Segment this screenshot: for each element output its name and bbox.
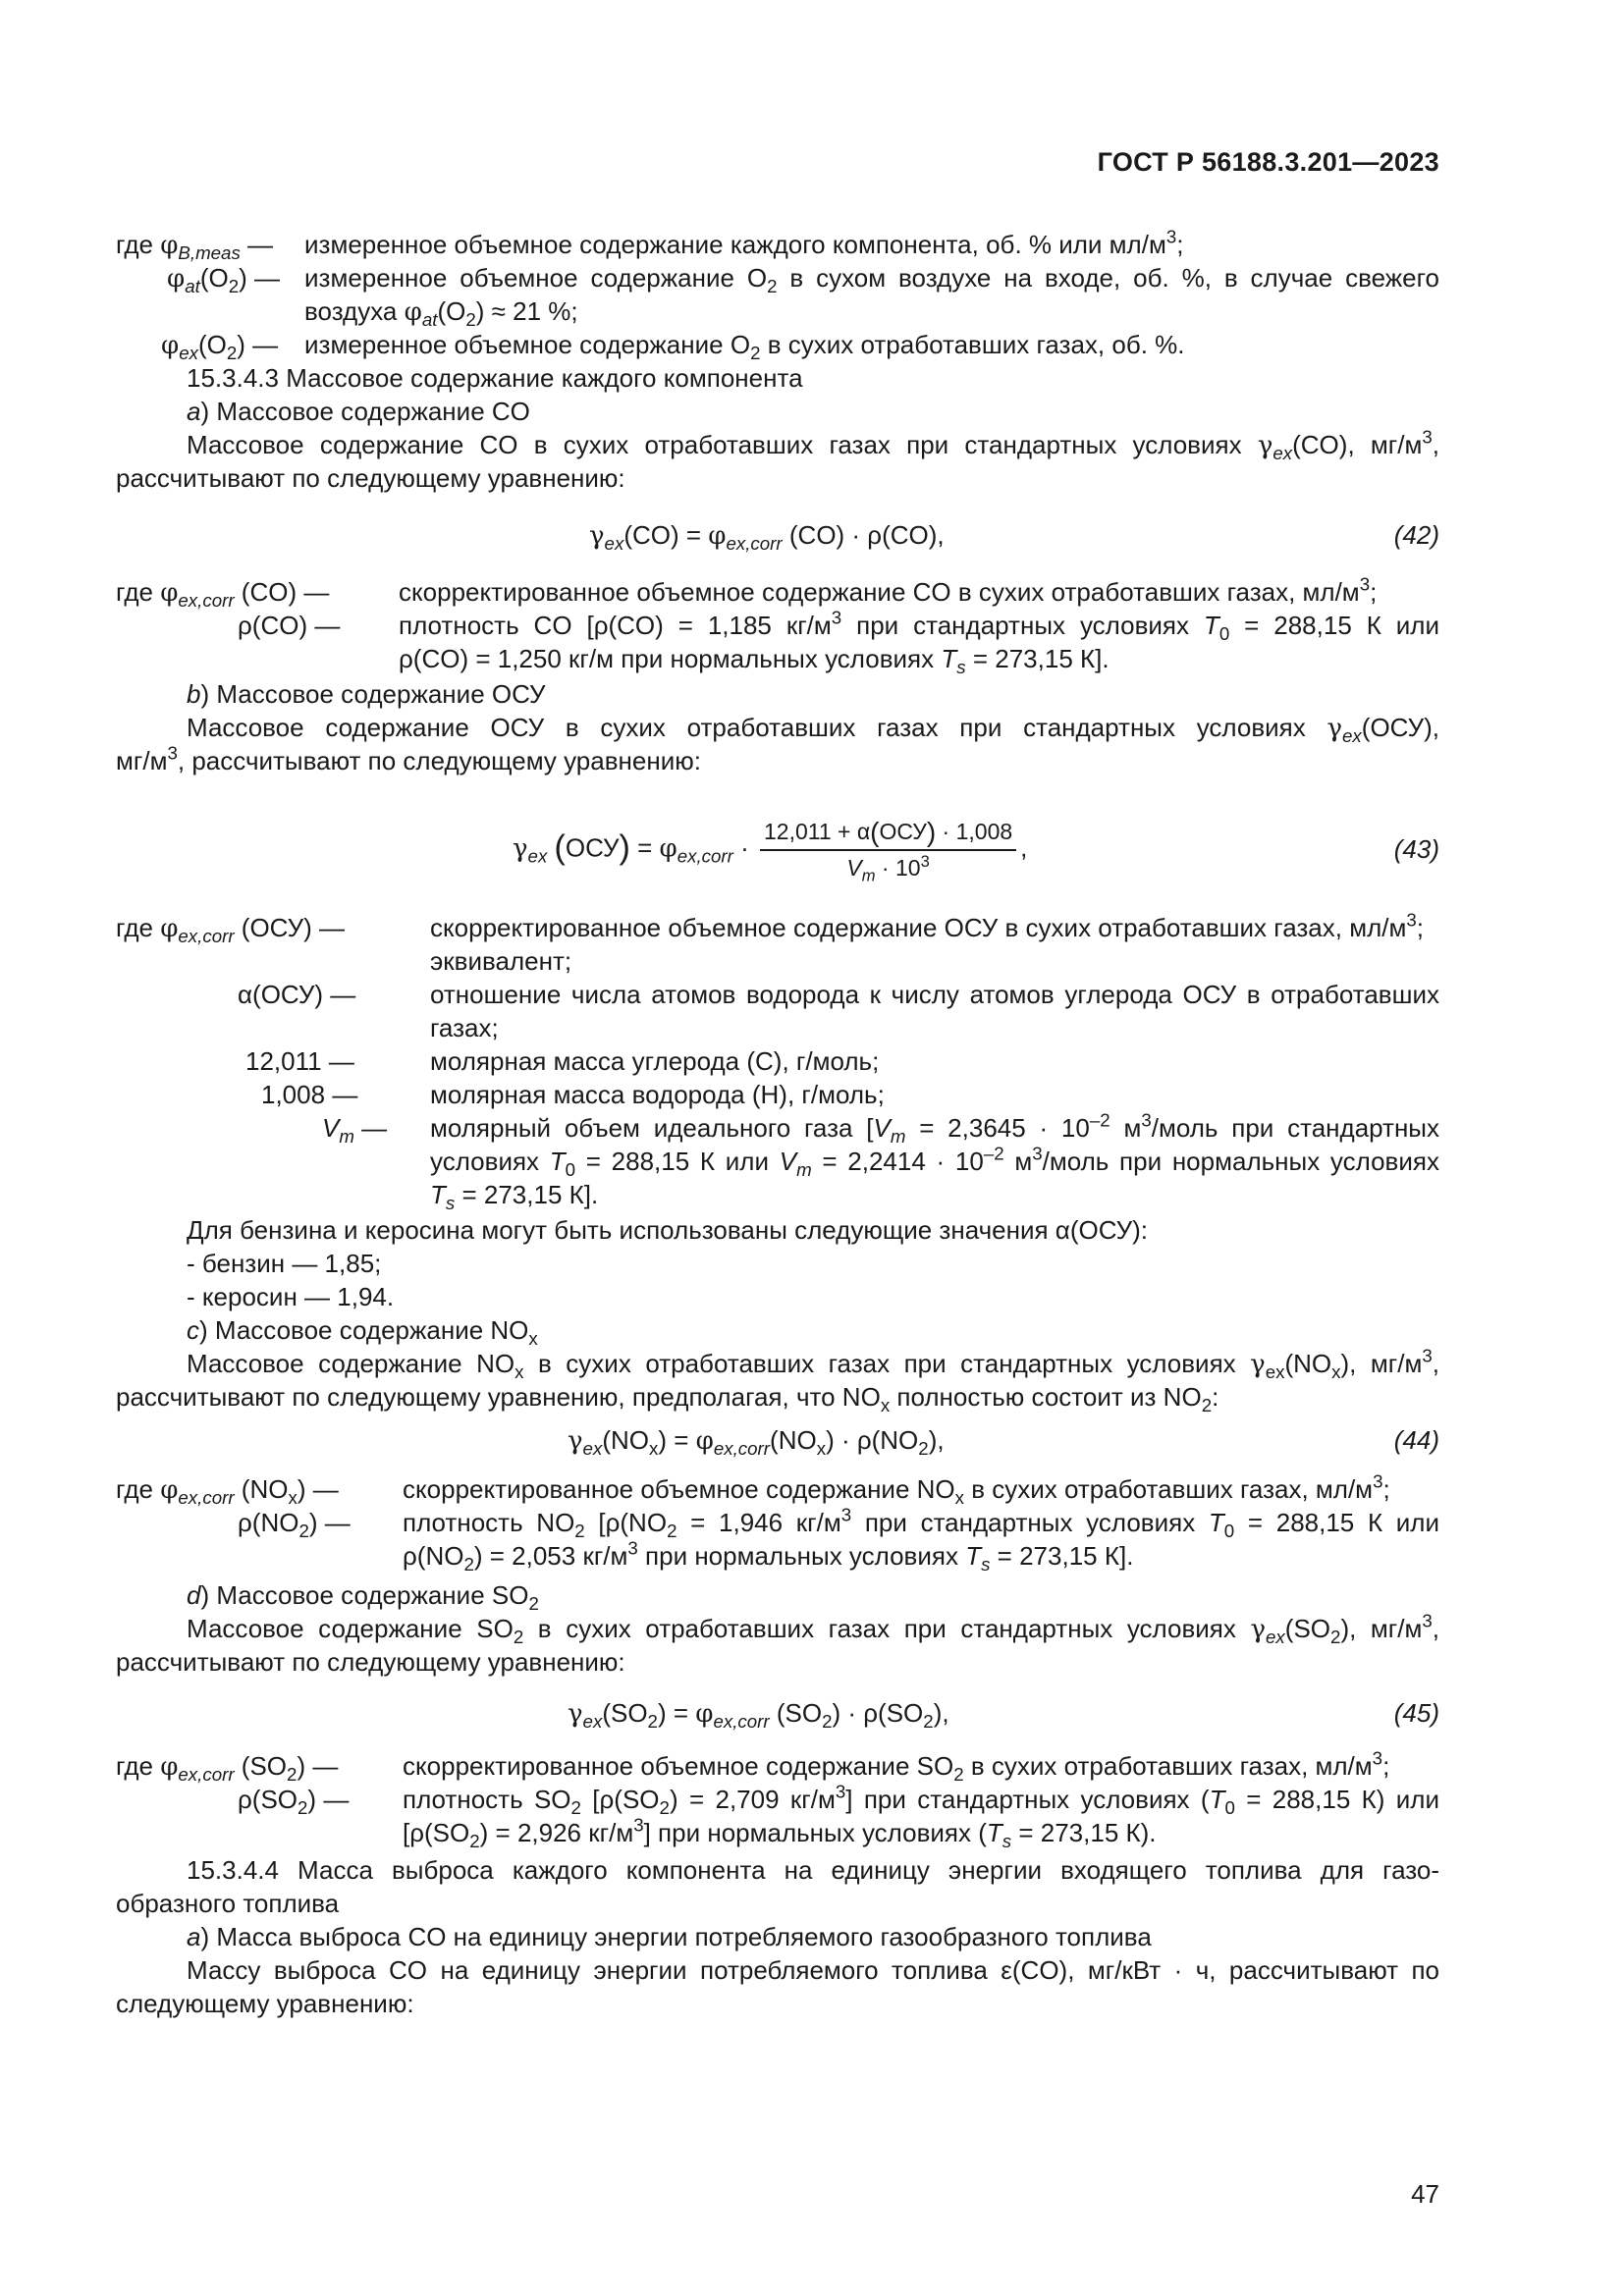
- energy-intro-line-2: следующему уравнению:: [116, 1989, 414, 2018]
- page-number: 47: [1411, 2179, 1439, 2209]
- co-intro-line-2: рассчитывают по следующему уравнению:: [116, 463, 625, 493]
- equation-number-43: (43): [1393, 834, 1439, 864]
- section-15-3-4-3: 15.3.4.3 Массовое содержание каждого компонента: [187, 363, 803, 393]
- co-def-2-line-2: ρ(CO) = 1,250 кг/м при нормальных условиях $T_s = 273,15$ К].: [399, 644, 1110, 677]
- osu-def-1-line-2: эквивалент;: [430, 946, 572, 976]
- item-a-co: a) Массовое содержание CO: [187, 397, 530, 426]
- so2-def-1: где $\varphi_{ex,corr}$ $(SO_2)$ — скорректированное объемное содержание $SO_2$ в сухих отработавших газах, $мл/м^3$;: [116, 1747, 1390, 1785]
- so2-intro-line-1: Массовое содержание $SO_2$ в сухих отработавших газах при стандартных условиях $\gamma_{ex}(SO_2)$, $мг/м^3$,: [187, 1610, 1439, 1647]
- co-def-2-line-1: плотность CO [ρ(CO) = 1,185 $кг/м^3$ при стандартных условиях $T_0 = 288,15$ К или: [399, 607, 1439, 644]
- item-c-nox: c) Массовое содержание $NO_x$: [187, 1315, 538, 1349]
- osu-def-5-line-1: молярный объем идеального газа [$V_m = 2,3645 \cdot 10^{-2}$ $м^3$/моль при стандартных: [430, 1109, 1439, 1147]
- fuel-intro: Для бензина и керосина могут быть использованы следующие значения α(ОСУ):: [187, 1215, 1149, 1245]
- def-phi-meas: где $\varphi_{B,meas}$ — измеренное объемное содержание каждого компонента, об. % или $мл/м^3$;: [116, 226, 1184, 263]
- co-intro-line-1: Массовое содержание CO в сухих отработавших газах при стандартных условиях $\gamma_{ex}(CO)$, $мг/м^3$,: [187, 426, 1439, 463]
- def-phi-ex: $\varphi_{ex}(O_2)$ — измеренное объемное содержание $O_2$ в сухих отработавших газах, об. %.: [161, 330, 1185, 363]
- so2-def-2-line-2: [$\rho(SO_2) = 2,926$ $кг/м^3$] при нормальных условиях ($T_s = 273,15$ К).: [403, 1814, 1157, 1851]
- osu-intro-line-1: Массовое содержание ОСУ в сухих отработавших газах при стандартных условиях $\gamma_{ex}(ОСУ)$,: [187, 713, 1439, 746]
- so2-def-2-term: $\rho(SO_2)$ —: [238, 1785, 350, 1818]
- osu-def-5-term: $V_m$ —: [322, 1113, 388, 1147]
- osu-def-4: 1,008 — молярная масса водорода (H), г/моль;: [261, 1080, 885, 1109]
- osu-def-2-line-1: отношение числа атомов водорода к числу атомов углерода ОСУ в отработавших: [430, 980, 1439, 1009]
- osu-def-5-line-2: условиях $T_0 = 288,15$ К или $V_m = 2,2414 \cdot 10^{-2}$ $м^3$/моль при нормальных условиях: [430, 1143, 1439, 1180]
- section-15-3-4-4-line-2: образного топлива: [116, 1889, 340, 1918]
- def-phi-at-text: измеренное объемное содержание $O_2$ в сухом воздухе на входе, об. %, в случае свежего: [304, 263, 1439, 296]
- def-phi-at: $\varphi_{at}(O_2)$ —: [167, 263, 281, 296]
- osu-def-5-line-3: $T_s = 273,15$ К].: [430, 1180, 599, 1213]
- equation-number-44: (44): [1393, 1425, 1439, 1455]
- equation-number-45: (45): [1393, 1698, 1439, 1728]
- nox-def-2-line-1: плотность $NO_2$ [$\rho(NO_2 = 1,946$ $кг/м^3$ при стандартных условиях $T_0 = 288,15$ К или: [403, 1504, 1439, 1541]
- equation-43-fraction: $\frac{\text{12,011 + α(ОСУ) · 1,008}}{V_m \cdot 10^3}$: [760, 817, 1016, 882]
- energy-intro-line-1: Массу выброса CO на единицу энергии потребляемого топлива ε(CO), мг/кВт · ч, рассчитывают по: [187, 1955, 1439, 1985]
- osu-def-2-term: α(ОСУ) —: [238, 980, 356, 1009]
- co-def-2-term: ρ(CO) —: [238, 611, 341, 640]
- item-a-co-energy: a) Масса выброса CO на единицу энергии потребляемого газообразного топлива: [187, 1922, 1152, 1951]
- fuel-gasoline: - бензин — 1,85;: [187, 1249, 382, 1278]
- fuel-kerosene: - керосин — 1,94.: [187, 1282, 395, 1311]
- co-def-1: где $\varphi_{ex,corr}$ (CO) — скорректированное объемное содержание CO в сухих отработавших газах, $мл/м^3$;: [116, 573, 1378, 611]
- nox-def-2-term: $\rho(NO_2)$ —: [238, 1508, 351, 1541]
- nox-intro-line-2: рассчитывают по следующему уравнению, предполагая, что $NO_x$ полностью состоит из $NO_2$:: [116, 1382, 1219, 1415]
- so2-def-2-line-1: плотность $SO_2$ [$\rho(SO_2) = 2,709$ $кг/м^3$] при стандартных условиях ($T_0 = 288,15$ К) или: [403, 1781, 1440, 1818]
- osu-def-1: где $\varphi_{ex,corr}$ (ОСУ) — скорректированное объемное содержание ОСУ в сухих отработавших газах, $мл/м^3$;: [116, 909, 1424, 946]
- nox-def-2-line-2: $\rho(NO_2) = 2,053$ $кг/м^3$ при нормальных условиях $T_s = 273,15$ К].: [403, 1537, 1134, 1575]
- nox-def-1: где $\varphi_{ex,corr}$ $(NO_x)$ — скорректированное объемное содержание $NO_x$ в сухих отработавших газах, $мл/м^3$;: [116, 1470, 1390, 1508]
- nox-intro-line-1: Массовое содержание $NO_x$ в сухих отработавших газах при стандартных условиях $\gamma_{ex}(NO_x)$, $мг/м^3$,: [187, 1345, 1440, 1382]
- osu-intro-line-2: $мг/м^3$, рассчитывают по следующему уравнению:: [116, 742, 701, 775]
- equation-number-42: (42): [1393, 520, 1439, 550]
- section-15-3-4-4-line-1: 15.3.4.4 Масса выброса каждого компонента на единицу энергии входящего топлива для газо-: [187, 1855, 1439, 1885]
- item-d-so2: d) Массовое содержание $SO_2$: [187, 1580, 539, 1614]
- osu-def-2-line-2: газах;: [430, 1013, 499, 1042]
- document-code-header: ГОСТ Р 56188.3.201—2023: [1097, 147, 1439, 177]
- equation-43: $\gamma_{ex}$ $(ОСУ) = \varphi_{ex,corr}$ · $\frac{\text{12,011 + α(ОСУ) · 1,008}}{V_m \cdot 10^3}$ , (43): [513, 817, 1439, 885]
- item-b-osu: b) Массовое содержание ОСУ: [187, 679, 546, 709]
- osu-def-3: 12,011 — молярная масса углерода (C), г/моль;: [245, 1046, 880, 1076]
- def-phi-at-text-2: воздуха $\varphi_{at}(O_2) \approx 21$ %;: [304, 296, 578, 330]
- so2-intro-line-2: рассчитывают по следующему уравнению:: [116, 1647, 625, 1677]
